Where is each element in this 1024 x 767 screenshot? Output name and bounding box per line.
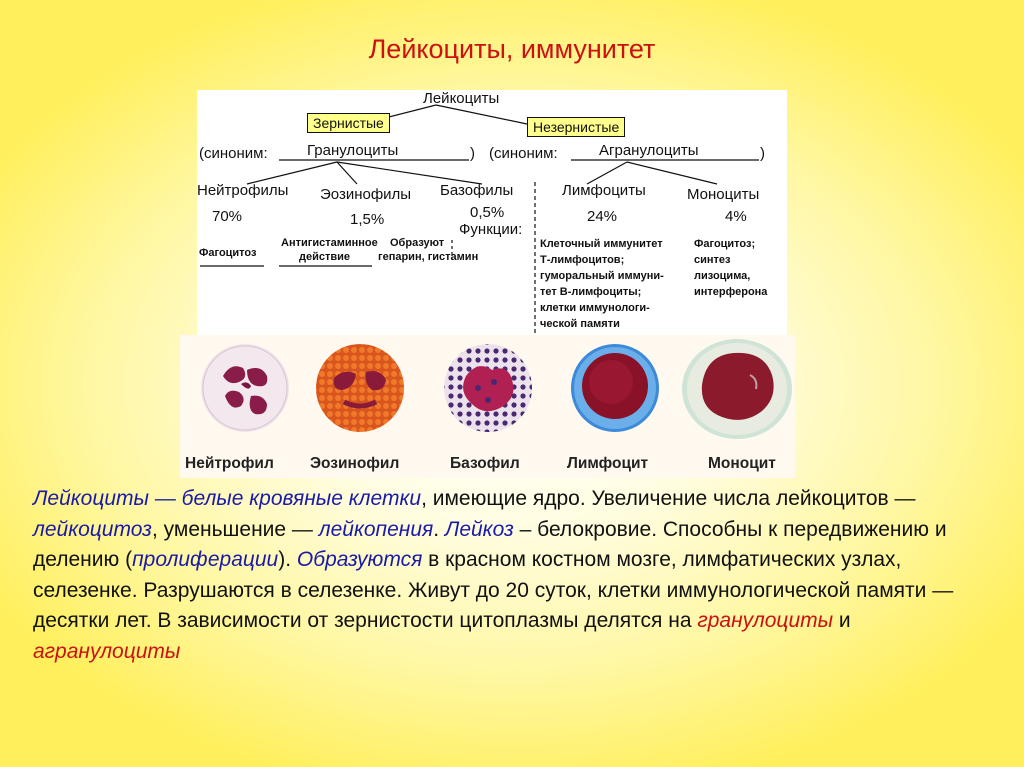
- term-granulocytes: гранулоциты: [697, 609, 834, 632]
- percent-eosinophils: 1,5%: [350, 211, 385, 228]
- function-lymphocytes-line5: клетки иммунологи-: [540, 302, 650, 314]
- text-part: в красном костном мозге, лимфатических узлах, селезенке. Разрушаются в селезенке. Живут до 20 суток, клетки иммунологической памяти — десятки лет. В зависимости от зернистости цитоплазмы делятся на: [33, 548, 954, 632]
- cell-label-neutrophil: Нейтрофил: [185, 455, 274, 472]
- eosinophil-image: [310, 338, 410, 438]
- synonym-left-suffix: ): [470, 145, 475, 162]
- basophil-image: [438, 338, 538, 438]
- function-lymphocytes-line3: гуморальный иммуни-: [540, 270, 664, 282]
- scheme-root: Лейкоциты: [423, 90, 500, 107]
- percent-neutrophils: 70%: [212, 208, 243, 225]
- type-neutrophils: Нейтрофилы: [197, 182, 289, 199]
- percent-lymphocytes: 24%: [587, 208, 618, 225]
- function-lymphocytes-line6: ческой памяти: [540, 318, 620, 330]
- function-monocytes-line1: Фагоцитоз;: [694, 238, 756, 250]
- term-proliferation: пролиферации: [132, 548, 279, 571]
- synonym-right-prefix: (синоним:: [489, 145, 558, 162]
- synonym-granulocytes: Гранулоциты: [307, 142, 399, 159]
- classification-scheme: [197, 90, 787, 338]
- type-lymphocytes: Лимфоциты: [562, 182, 646, 199]
- synonym-right-suffix: ): [760, 145, 765, 162]
- text-part: – белокровие. Способны к передвижению и делению (: [33, 517, 947, 571]
- term-formed: Образуются: [296, 548, 423, 571]
- neutrophil-image: [195, 338, 295, 438]
- percent-monocytes: 4%: [725, 208, 747, 225]
- function-neutrophils: Фагоцитоз: [199, 247, 257, 259]
- term-leukosis: Лейкоз: [444, 517, 514, 541]
- function-eosinophils-line2: действие: [299, 251, 351, 263]
- page-title: Лейкоциты, иммунитет: [368, 34, 656, 64]
- function-lymphocytes: [540, 236, 664, 332]
- function-lymphocytes-line1: Клеточный иммунитет: [540, 238, 663, 250]
- term-leukopenia: лейкопения: [318, 517, 434, 541]
- type-basophils: Базофилы: [440, 182, 514, 199]
- function-lymphocytes-line2: Т-лимфоцитов;: [540, 254, 625, 266]
- text-part: , имеющие ядро. Увеличение числа лейкоцитов —: [421, 487, 916, 510]
- cell-label-monocyte: Моноцит: [708, 455, 776, 472]
- term-agranulocytes: агранулоциты: [33, 639, 181, 663]
- lymphocyte-image: [565, 338, 665, 438]
- group-granular: Зернистые: [307, 113, 390, 133]
- text-part: , уменьшение —: [151, 517, 319, 541]
- monocyte-image: [680, 335, 795, 443]
- term-leukocytosis: лейкоцитоз: [33, 517, 152, 541]
- term-leukocytes: Лейкоциты — белые кровяные клетки: [33, 487, 422, 510]
- function-monocytes-line3: лизоцима,: [694, 270, 751, 282]
- function-monocytes-line2: синтез: [694, 254, 731, 266]
- type-eosinophils: Эозинофилы: [320, 186, 412, 203]
- function-basophils-line1: Образуют: [390, 237, 445, 249]
- percent-basophils: 0,5%: [470, 204, 505, 221]
- type-monocytes: Моноциты: [687, 186, 760, 203]
- group-agranular: Незернистые: [527, 117, 625, 137]
- synonym-agranulocytes: Агранулоциты: [599, 142, 699, 159]
- cell-images-strip: [180, 335, 795, 478]
- function-basophils-line2: гепарин, гистамин: [378, 251, 479, 263]
- function-monocytes-line4: интерферона: [694, 286, 768, 298]
- function-eosinophils-line1: Антигистаминное: [281, 237, 378, 249]
- cell-label-basophil: Базофил: [450, 455, 520, 472]
- text-part: ).: [278, 548, 297, 571]
- function-lymphocytes-line4: тет В-лимфоциты;: [540, 286, 642, 298]
- function-monocytes: [694, 236, 767, 300]
- functions-label: Функции:: [459, 221, 523, 238]
- description-text: [33, 484, 1003, 667]
- text-part: .: [433, 517, 445, 541]
- text-part: и: [833, 609, 851, 632]
- cell-label-eosinophil: Эозинофил: [310, 455, 400, 472]
- synonym-left-prefix: (синоним:: [199, 145, 268, 162]
- cell-label-lymphocyte: Лимфоцит: [567, 455, 649, 472]
